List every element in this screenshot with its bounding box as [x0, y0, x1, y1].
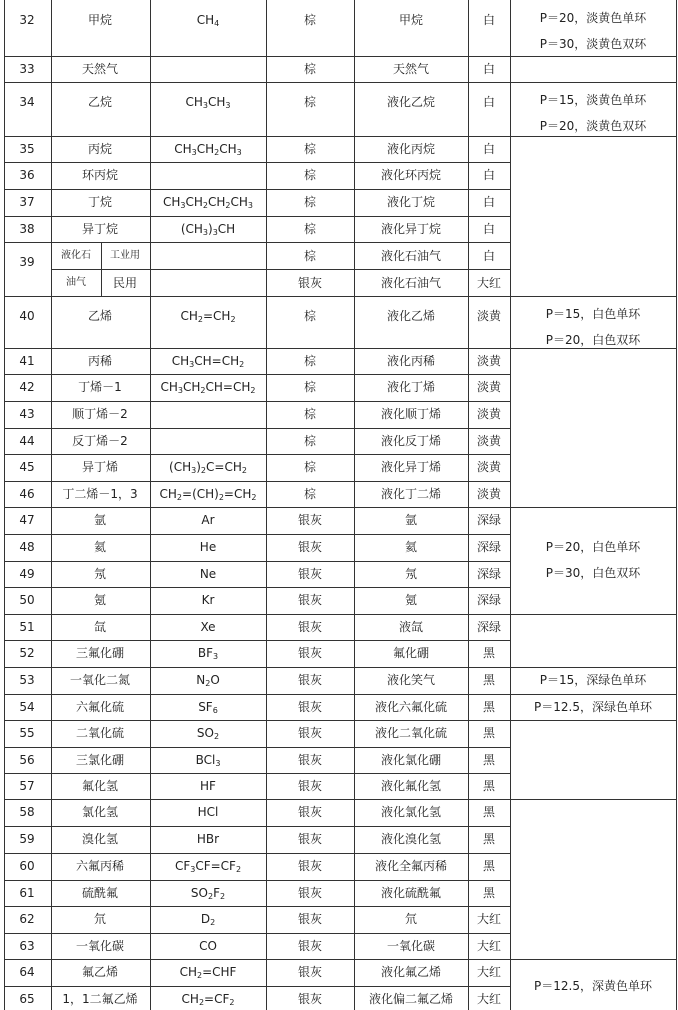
cylinder-label-text: 氦	[404, 540, 418, 554]
ring-marking: P＝15，淡黄色单环	[539, 93, 647, 107]
usage-label: 工业用	[110, 250, 140, 261]
label-color: 白	[482, 62, 496, 76]
ring-marking: P＝20，淡黄色单环	[539, 11, 647, 25]
row-number: 32	[19, 13, 35, 27]
row-divider	[4, 242, 511, 243]
row-divider	[4, 428, 511, 429]
cylinder-body-color: 银灰	[297, 620, 323, 634]
chemical-formula: $(CH_3)_3CH$	[180, 222, 236, 237]
column-divider	[676, 0, 677, 1010]
row-number: 57	[19, 779, 35, 793]
row-divider	[510, 799, 677, 800]
chemical-formula: $CH_2=CF_2$	[181, 992, 235, 1007]
ring-marking: P＝20，淡黄色双环	[539, 119, 647, 133]
label-color: 淡黄	[476, 309, 502, 323]
chemical-formula: Ne	[199, 567, 217, 581]
row-divider	[510, 136, 677, 137]
gas-name: 液化石	[61, 250, 91, 261]
gas-name: 三氟化硼	[75, 646, 125, 660]
row-number: 48	[19, 540, 35, 554]
gas-name: 丁烷	[87, 195, 113, 209]
row-divider	[4, 136, 511, 137]
row-divider	[4, 401, 511, 402]
chemical-formula: $SO_2F_2$	[190, 886, 226, 901]
chemical-formula: HBr	[196, 832, 220, 846]
gas-name: 异丁烯	[81, 460, 119, 474]
chemical-formula: HF	[200, 779, 216, 793]
gas-name: 溴化氢	[81, 832, 119, 846]
row-number: 38	[19, 222, 35, 236]
chemical-formula: $CH_4$	[196, 13, 220, 28]
row-divider	[4, 82, 511, 83]
row-divider	[4, 374, 511, 375]
row-divider	[4, 799, 511, 800]
label-color: 黑	[482, 779, 496, 793]
ring-marking: P＝12.5，深绿色单环	[534, 700, 652, 714]
cylinder-body-color: 银灰	[297, 965, 323, 979]
cylinder-body-color: 银灰	[297, 886, 323, 900]
cylinder-body-color: 棕	[303, 168, 317, 182]
row-divider	[4, 933, 511, 934]
column-divider	[150, 0, 151, 1010]
gas-name: 天然气	[81, 62, 119, 76]
label-color: 黑	[482, 832, 496, 846]
cylinder-label-text: 氩	[404, 513, 418, 527]
chemical-formula: $CH_3CH_2CH=CH_2$	[160, 380, 256, 395]
gas-name: 一氧化碳	[75, 939, 125, 953]
row-number: 46	[19, 487, 35, 501]
cylinder-label-text: 液化全氟丙稀	[374, 859, 448, 873]
cylinder-body-color: 棕	[303, 249, 317, 263]
chemical-formula: BCl$_3$	[195, 753, 221, 768]
cylinder-label-text: 氪	[404, 593, 418, 607]
cylinder-label-text: 液化乙烯	[386, 309, 436, 323]
cylinder-body-color: 银灰	[297, 832, 323, 846]
label-color: 深绿	[476, 540, 502, 554]
column-divider	[354, 0, 355, 1010]
label-color: 白	[482, 168, 496, 182]
row-divider	[4, 747, 511, 748]
gas-name: 氯化氢	[81, 805, 119, 819]
row-number: 44	[19, 434, 35, 448]
label-color: 大红	[476, 965, 502, 979]
cylinder-label-text: 液化笑气	[386, 673, 436, 687]
cylinder-label-text: 液氙	[398, 620, 424, 634]
label-color: 白	[482, 95, 496, 109]
cylinder-body-color: 银灰	[297, 593, 323, 607]
row-divider	[510, 614, 677, 615]
label-color: 淡黄	[476, 380, 502, 394]
row-divider	[510, 507, 677, 508]
row-divider	[4, 561, 511, 562]
row-number: 54	[19, 700, 35, 714]
row-divider	[4, 720, 511, 721]
cylinder-label-text: 液化氟乙烯	[380, 965, 442, 979]
label-color: 淡黄	[476, 434, 502, 448]
cylinder-label-text: 天然气	[392, 62, 430, 76]
cylinder-label-text: 液化丁烷	[386, 195, 436, 209]
row-number: 64	[19, 965, 35, 979]
row-divider	[4, 773, 511, 774]
label-color: 白	[482, 13, 496, 27]
label-color: 大红	[476, 912, 502, 926]
row-number: 52	[19, 646, 35, 660]
cylinder-label-text: 液化异丁烯	[380, 460, 442, 474]
row-divider	[4, 189, 511, 190]
row-divider	[4, 348, 511, 349]
row-divider	[510, 296, 677, 297]
cylinder-body-color: 银灰	[297, 726, 323, 740]
label-color: 淡黄	[476, 487, 502, 501]
chemical-formula: $CF_3CF=CF_2$	[174, 859, 242, 874]
cylinder-body-color: 银灰	[297, 673, 323, 687]
row-number: 49	[19, 567, 35, 581]
cylinder-body-color: 棕	[303, 13, 317, 27]
cylinder-body-color: 棕	[303, 354, 317, 368]
row-divider	[510, 667, 677, 668]
cylinder-label-text: 液化顺丁烯	[380, 407, 442, 421]
cylinder-label-text: 液化异丁烷	[380, 222, 442, 236]
row-divider	[4, 216, 511, 217]
chemical-formula: $D_2$	[200, 912, 216, 927]
row-divider	[4, 614, 511, 615]
row-number: 43	[19, 407, 35, 421]
row-number: 42	[19, 380, 35, 394]
cylinder-body-color: 棕	[303, 142, 317, 156]
gas-name: 丙烷	[87, 142, 113, 156]
chemical-formula: He	[199, 540, 217, 554]
row-number: 50	[19, 593, 35, 607]
cylinder-body-color: 银灰	[297, 939, 323, 953]
chemical-formula: $CH_3CH_2CH_3$	[174, 142, 242, 157]
row-number: 45	[19, 460, 35, 474]
cylinder-label-text: 液化溴化氢	[380, 832, 442, 846]
chemical-formula: $CH_3CH_2CH_2CH_3$	[163, 195, 253, 210]
row-number: 36	[19, 168, 35, 182]
row-number: 53	[19, 673, 35, 687]
chemical-formula: $BF_3$	[197, 646, 219, 661]
cylinder-body-color: 银灰	[297, 540, 323, 554]
label-color: 淡黄	[476, 407, 502, 421]
row-divider	[4, 667, 511, 668]
row-number: 47	[19, 513, 35, 527]
row-divider	[4, 853, 511, 854]
cylinder-body-color: 棕	[303, 380, 317, 394]
row-divider	[4, 826, 511, 827]
cylinder-label-text: 液化二氧化硫	[374, 726, 448, 740]
chemical-formula: $CH_3CH_3$	[185, 95, 231, 110]
label-color: 黑	[482, 700, 496, 714]
row-number: 35	[19, 142, 35, 156]
cylinder-label-text: 液化丁烯	[386, 380, 436, 394]
row-number: 40	[19, 309, 35, 323]
cylinder-label-text: 液化偏二氟乙烯	[368, 992, 454, 1006]
cylinder-label-text: 液化氯化硼	[380, 753, 442, 767]
label-color: 黑	[482, 673, 496, 687]
gas-name: 六氟化硫	[75, 700, 125, 714]
row-divider	[510, 720, 677, 721]
label-color: 白	[482, 142, 496, 156]
cylinder-body-color: 银灰	[297, 276, 323, 290]
row-divider	[4, 640, 511, 641]
row-number: 62	[19, 912, 35, 926]
row-divider	[4, 906, 511, 907]
chemical-formula: Xe	[200, 620, 216, 634]
ring-marking: P＝12.5，深黄色单环	[534, 979, 652, 993]
row-divider	[4, 296, 511, 297]
chemical-formula: Kr	[201, 593, 215, 607]
row-divider	[4, 534, 511, 535]
gas-name: 1，1二氟乙烯	[62, 992, 138, 1006]
cylinder-label-text: 液化丁二烯	[380, 487, 442, 501]
cylinder-body-color: 银灰	[297, 646, 323, 660]
row-number: 39	[19, 255, 35, 269]
gas-name: 六氟丙稀	[75, 859, 125, 873]
gas-name: 甲烷	[87, 13, 113, 27]
cylinder-label-text: 甲烷	[398, 13, 424, 27]
cylinder-body-color: 银灰	[297, 805, 323, 819]
gas-name: 丁烯－1	[78, 380, 122, 394]
gas-name: 氟化氢	[81, 779, 119, 793]
row-number: 56	[19, 753, 35, 767]
row-divider	[510, 348, 677, 349]
column-divider	[4, 0, 5, 1010]
row-divider	[510, 694, 677, 695]
row-number: 60	[19, 859, 35, 873]
gas-name: 氖	[93, 567, 107, 581]
cylinder-body-color: 棕	[303, 460, 317, 474]
row-divider	[4, 959, 511, 960]
cylinder-label-text: 液化环丙烷	[380, 168, 442, 182]
gas-name: 三氯化硼	[75, 753, 125, 767]
gas-name: 硫酰氟	[81, 886, 119, 900]
chemical-formula: $SF_6$	[198, 700, 218, 715]
chemical-formula: HCl	[197, 805, 219, 819]
label-color: 黑	[482, 805, 496, 819]
cylinder-body-color: 银灰	[297, 859, 323, 873]
gas-name: 乙烯	[87, 309, 113, 323]
label-color: 白	[482, 222, 496, 236]
cylinder-label-text: 液化乙烷	[386, 95, 436, 109]
label-color: 黑	[482, 859, 496, 873]
row-number: 58	[19, 805, 35, 819]
cylinder-label-text: 液化丙稀	[386, 354, 436, 368]
row-divider	[4, 507, 511, 508]
row-number: 34	[19, 95, 35, 109]
cylinder-body-color: 银灰	[297, 513, 323, 527]
cylinder-body-color: 银灰	[297, 912, 323, 926]
cylinder-body-color: 棕	[303, 62, 317, 76]
chemical-formula: $CH_2=CH_2$	[180, 309, 236, 324]
chemical-formula: CO	[199, 939, 217, 953]
ring-marking: P＝15，白色单环	[545, 307, 641, 321]
gas-name: 丙稀	[87, 354, 113, 368]
gas-name: 顺丁烯－2	[72, 407, 128, 421]
gas-name: 异丁烷	[81, 222, 119, 236]
row-number: 51	[19, 620, 35, 634]
cylinder-label-text: 液化石油气	[380, 276, 442, 290]
label-color: 大红	[476, 276, 502, 290]
row-number: 61	[19, 886, 35, 900]
cylinder-label-text: 液化氯化氢	[380, 805, 442, 819]
gas-name: 环丙烷	[81, 168, 119, 182]
cylinder-body-color: 银灰	[297, 700, 323, 714]
row-number: 41	[19, 354, 35, 368]
chemical-formula: $CH_3CH=CH_2$	[171, 354, 245, 369]
ring-marking: P＝30，白色双环	[545, 566, 641, 580]
cylinder-body-color: 棕	[303, 195, 317, 209]
gas-name: 氪	[93, 593, 107, 607]
row-divider	[510, 959, 677, 960]
gas-name: 二氧化硫	[75, 726, 125, 740]
cylinder-body-color: 棕	[303, 487, 317, 501]
row-number: 65	[19, 992, 35, 1006]
cylinder-label-text: 液化六氟化硫	[374, 700, 448, 714]
row-divider	[4, 162, 511, 163]
chemical-formula: $SO_2$	[196, 726, 220, 741]
column-divider	[51, 0, 52, 1010]
cylinder-label-text: 液化丙烷	[386, 142, 436, 156]
chemical-formula: $(CH_3)_2C=CH_2$	[169, 460, 247, 475]
cylinder-body-color: 银灰	[297, 567, 323, 581]
row-number: 63	[19, 939, 35, 953]
chemical-formula: Ar	[201, 513, 215, 527]
row-divider	[4, 880, 511, 881]
cylinder-label-text: 液化石油气	[380, 249, 442, 263]
gas-name: 氩	[93, 513, 107, 527]
cylinder-body-color: 棕	[303, 222, 317, 236]
cylinder-label-text: 液化氟化氢	[380, 779, 442, 793]
row-divider	[4, 56, 511, 57]
chemical-formula: $N_2O$	[196, 673, 220, 688]
ring-marking: P＝20，白色单环	[545, 540, 641, 554]
column-divider	[266, 0, 267, 1010]
label-color: 淡黄	[476, 354, 502, 368]
label-color: 深绿	[476, 513, 502, 527]
gas-name: 油气	[66, 277, 86, 288]
label-color: 黑	[482, 886, 496, 900]
row-divider	[51, 269, 511, 270]
label-color: 白	[482, 249, 496, 263]
cylinder-label-text: 一氧化碳	[386, 939, 436, 953]
label-color: 白	[482, 195, 496, 209]
cylinder-body-color: 银灰	[297, 992, 323, 1006]
row-divider	[510, 56, 677, 57]
cylinder-label-text: 液化硫酰氟	[380, 886, 442, 900]
ring-marking: P＝20，白色双环	[545, 333, 641, 347]
row-divider	[4, 986, 511, 987]
label-color: 大红	[476, 939, 502, 953]
chemical-formula: $CH_2=CHF$	[179, 965, 237, 980]
column-divider	[510, 0, 511, 1010]
gas-name: 氦	[93, 540, 107, 554]
gas-name: 氘	[93, 912, 107, 926]
gas-name: 氟乙烯	[81, 965, 119, 979]
label-color: 深绿	[476, 593, 502, 607]
row-divider	[510, 82, 677, 83]
column-divider	[468, 0, 469, 1010]
cylinder-label-text: 氖	[404, 567, 418, 581]
gas-name: 一氧化二氮	[69, 673, 131, 687]
chemical-formula: $CH_2=(CH)_2=CH_2$	[159, 487, 257, 502]
label-color: 深绿	[476, 620, 502, 634]
cylinder-body-color: 银灰	[297, 779, 323, 793]
row-number: 33	[19, 62, 35, 76]
row-divider	[4, 694, 511, 695]
gas-name: 反丁烯－2	[72, 434, 128, 448]
cylinder-body-color: 银灰	[297, 753, 323, 767]
cylinder-body-color: 棕	[303, 407, 317, 421]
cylinder-body-color: 棕	[303, 95, 317, 109]
label-color: 黑	[482, 646, 496, 660]
ring-marking: P＝30，淡黄色双环	[539, 37, 647, 51]
row-number: 37	[19, 195, 35, 209]
label-color: 黑	[482, 753, 496, 767]
row-divider	[4, 481, 511, 482]
label-color: 淡黄	[476, 460, 502, 474]
cylinder-label-text: 氟化硼	[392, 646, 430, 660]
usage-label: 民用	[112, 276, 138, 290]
label-color: 深绿	[476, 567, 502, 581]
cylinder-label-text: 液化反丁烯	[380, 434, 442, 448]
gas-name: 丁二烯－1，3	[62, 487, 138, 501]
gas-name: 乙烷	[87, 95, 113, 109]
cylinder-label-text: 氘	[404, 912, 418, 926]
cylinder-body-color: 棕	[303, 309, 317, 323]
label-color: 黑	[482, 726, 496, 740]
row-number: 59	[19, 832, 35, 846]
gas-name: 氙	[93, 620, 107, 634]
row-divider	[4, 587, 511, 588]
row-number: 55	[19, 726, 35, 740]
row-divider	[4, 454, 511, 455]
label-color: 大红	[476, 992, 502, 1006]
ring-marking: P＝15，深绿色单环	[539, 673, 647, 687]
cylinder-body-color: 棕	[303, 434, 317, 448]
